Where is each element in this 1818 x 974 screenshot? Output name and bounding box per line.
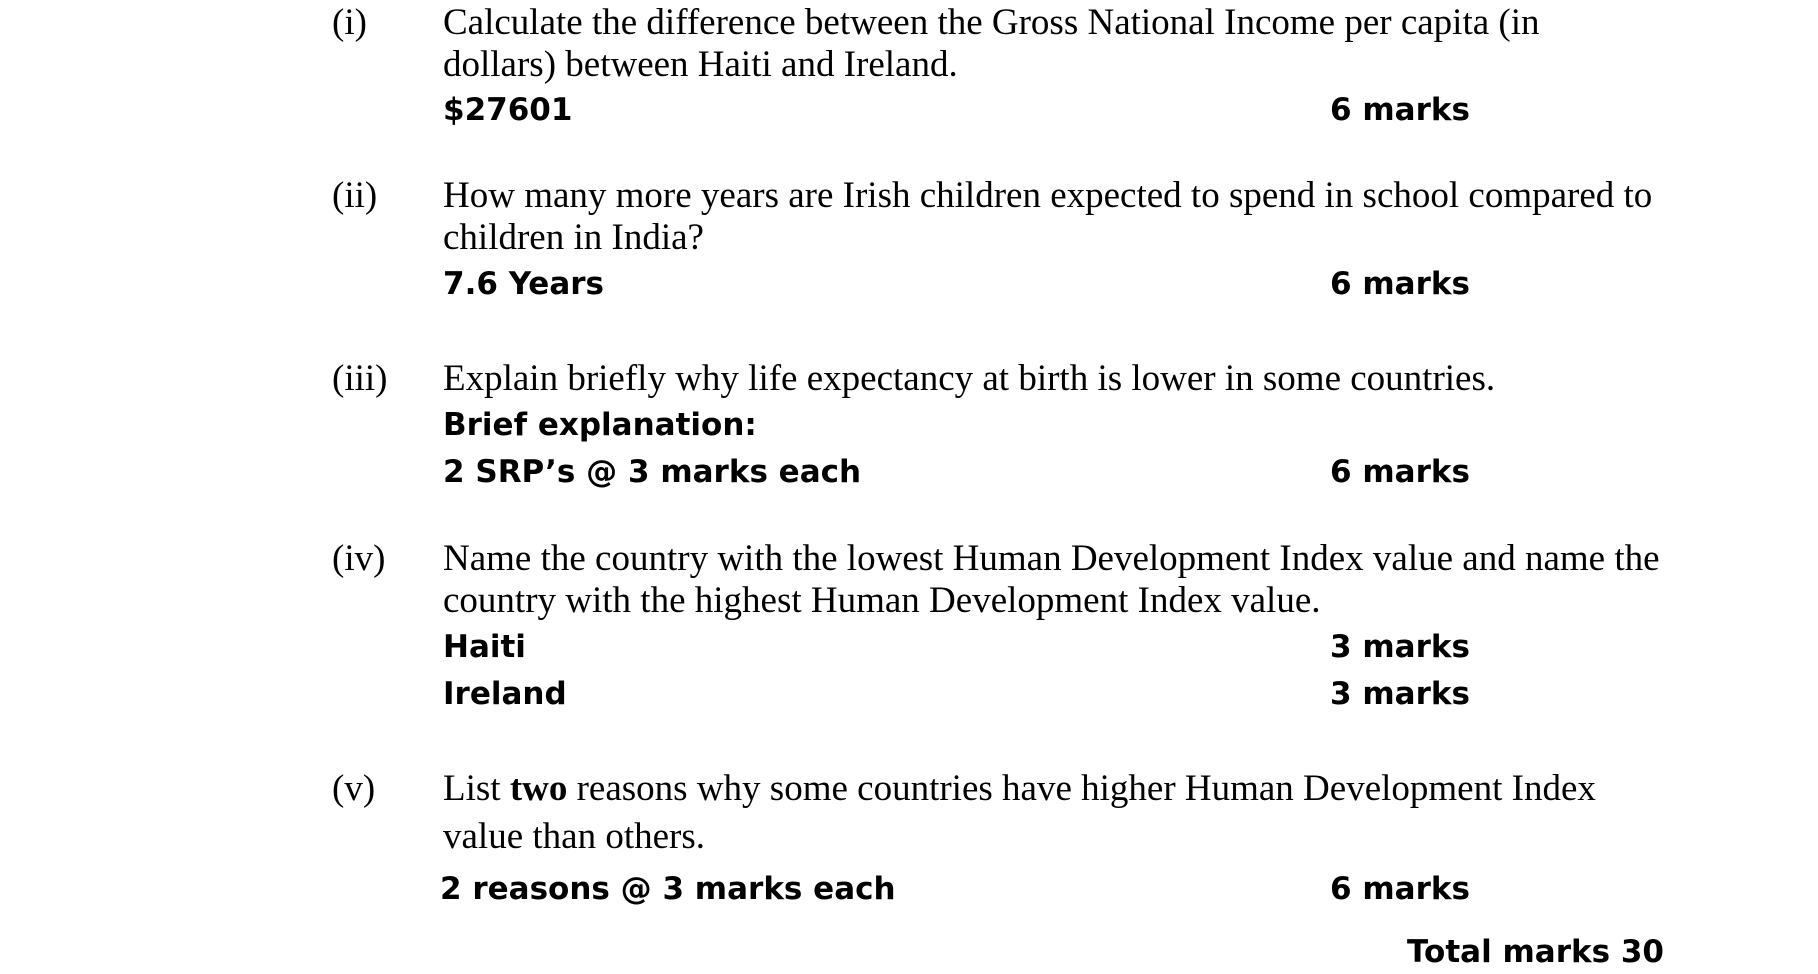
answer: Ireland [443,676,567,712]
question-text-line: dollars) between Haiti and Ireland. [443,44,958,85]
answer: Haiti [443,629,526,665]
question-text-line: value than others. [443,816,705,857]
question-number: (ii) [332,175,378,216]
marks: 6 marks [1330,266,1470,302]
answer: 2 SRP’s @ 3 marks each [443,454,862,490]
question-text-emphasis: two [509,768,568,809]
question-text-line: children in India? [443,217,704,258]
total-marks: Total marks 30 [1407,934,1664,970]
question-text-line: country with the highest Human Development Index value. [443,580,1321,621]
question-number: (v) [332,768,376,809]
question-number: (i) [332,2,367,43]
question-text-line: Calculate the difference between the Gross National Income per capita (in [443,2,1540,43]
question-text-line: Name the country with the lowest Human Development Index value and name the [443,538,1660,579]
question-text-line: Explain briefly why life expectancy at birth is lower in some countries. [443,358,1496,399]
marks: 3 marks [1330,676,1470,712]
question-number: (iv) [332,538,386,579]
question-text-line: How many more years are Irish children expected to spend in school compared to [443,175,1653,216]
answer: 2 reasons @ 3 marks each [440,871,896,907]
answer-heading: Brief explanation: [443,407,757,443]
marks: 3 marks [1330,629,1470,665]
answer: $27601 [443,92,573,128]
question-text-part: List [443,768,510,809]
question-number: (iii) [332,358,388,399]
question-text-part: reasons why some countries have higher Human Development Index [567,768,1596,809]
question-text-line [443,768,1596,810]
marks: 6 marks [1330,92,1470,128]
marks: 6 marks [1330,454,1470,490]
marks: 6 marks [1330,871,1470,907]
answer: 7.6 Years [443,266,604,302]
